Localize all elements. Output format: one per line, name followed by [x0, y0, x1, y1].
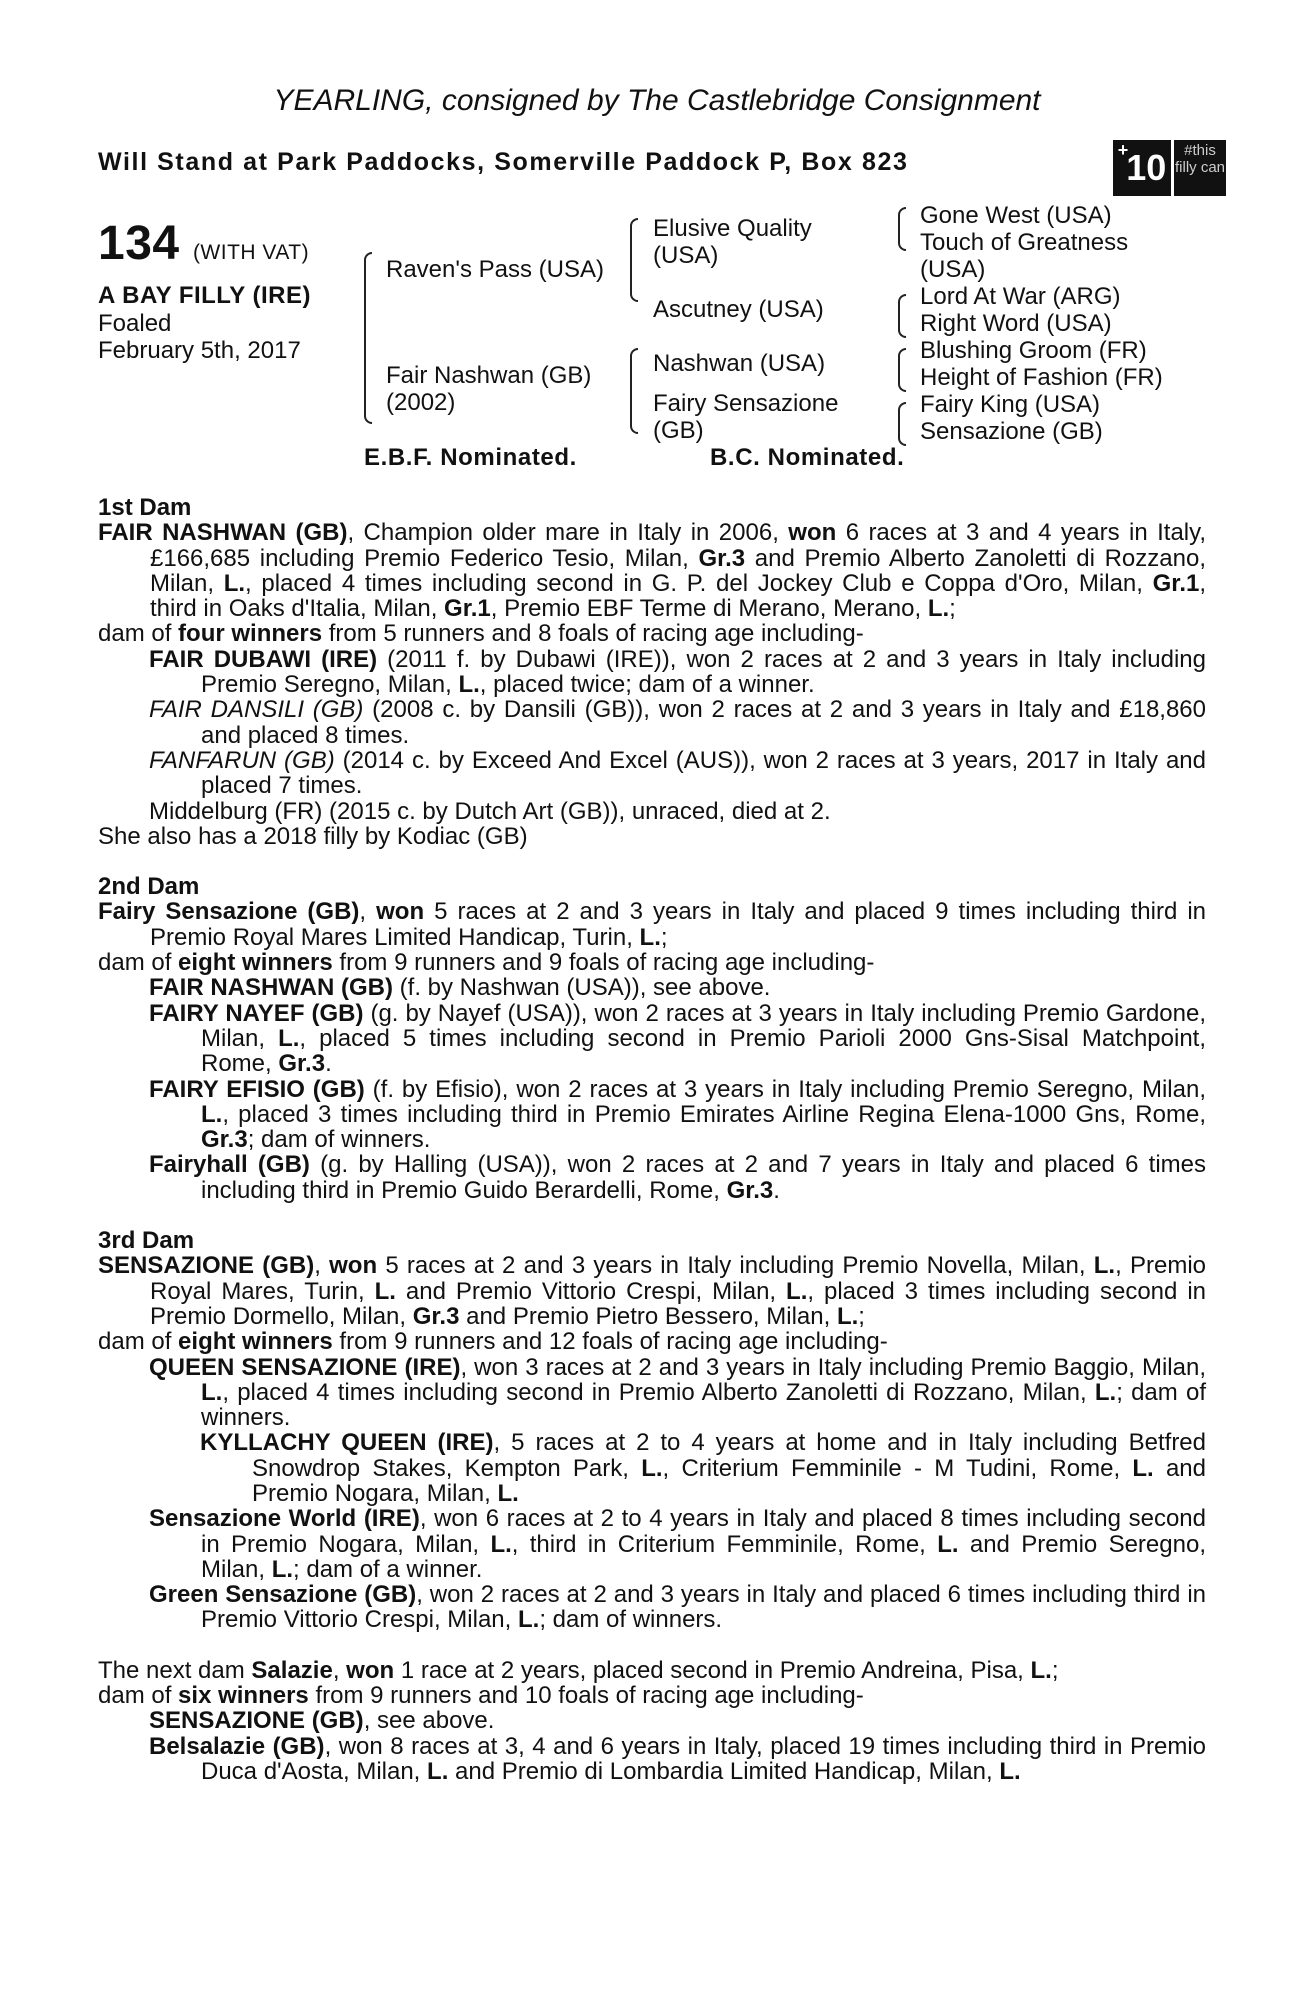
second-dam-paragraph: Fairy Sensazione (GB), won 5 races at 2 and 3 years in Italy and placed 9 times including third in Premio Royal Mares Limited Handicap, Turin, L.;: [98, 898, 1206, 951]
dam1-produce-summary: dam of four winners from 5 runners and 8 foals of racing age including-: [98, 620, 864, 648]
pedigree-g2: Touch of Greatness: [920, 229, 1129, 256]
pedigree-dam-sire: Nashwan (USA): [653, 350, 826, 377]
pedigree-g5: Blushing Groom (FR): [920, 337, 1147, 364]
dam3-produce-summary: dam of eight winners from 9 runners and 12 foals of racing age including-: [98, 1328, 888, 1356]
brace-g78: [898, 402, 906, 446]
next-dam-paragraph: The next dam Salazie, won 1 race at 2 years, placed second in Premio Andreina, Pisa, L.;: [98, 1656, 1059, 1684]
dam1-name: FAIR NASHWAN (GB): [98, 519, 348, 547]
brace-sire-dam: [364, 252, 372, 424]
pedigree-dam-dam: Fairy Sensazione: [653, 390, 839, 417]
dam1-also-note: She also has a 2018 filly by Kodiac (GB): [98, 822, 528, 850]
pedigree-g1: Gone West (USA): [920, 202, 1112, 229]
dam1-progeny-4: Middelburg (FR) (2015 c. by Dutch Art (GB)), unraced, died at 2.: [149, 797, 831, 825]
brace-g56: [898, 348, 906, 392]
dam1-progeny-2: FAIR DANSILI (GB) (2008 c. by Dansili (GB)), won 2 races at 2 and 3 years in Italy and £18,860 and placed 8 times.: [149, 696, 1206, 749]
pedigree-sire: Raven's Pass (USA): [386, 256, 604, 283]
lot-number-value: 134: [98, 217, 180, 270]
pedigree-sire-sire: Elusive Quality: [653, 215, 812, 242]
third-dam-paragraph: SENSAZIONE (GB), won 5 races at 2 and 3 years in Italy including Premio Novella, Milan, L., Premio Royal Mares, Turin, L. and Premio Vittorio Crespi, Milan, L., placed 3 times including second in Premio Dormello, Milan, Gr.3 and Premio Pietro Bessero, Milan, L.;: [98, 1252, 1207, 1330]
bc-nominated: B.C. Nominated.: [710, 444, 905, 471]
catalogue-body: [98, 495, 1206, 1784]
dam3-progeny-3: Green Sensazione (GB), won 2 races at 2 and 3 years in Italy and placed 6 times including third in Premio Vittorio Crespi, Milan, L.; dam of winners.: [149, 1581, 1206, 1634]
dam2-progeny-3: FAIRY EFISIO (GB) (f. by Efisio), won 2 races at 3 years in Italy including Premio Seregno, Milan, L., placed 3 times including third in Premio Emirates Airline Regina Elena-1000 Gns, Rome, Gr.3; dam of winners.: [149, 1075, 1206, 1154]
page-title: YEARLING, consigned by The Castlebridge Consignment: [273, 84, 1041, 117]
pedigree-g8: Sensazione (GB): [920, 418, 1103, 445]
dam4-progeny-2: Belsalazie (GB), won 8 races at 3, 4 and 6 years in Italy, placed 19 times including third in Premio Duca d'Aosta, Milan, L. and Premio di Lombardia Limited Handicap, Milan, L.: [149, 1732, 1207, 1785]
pedigree-g7: Fairy King (USA): [920, 391, 1101, 418]
vat-note: (WITH VAT): [192, 241, 310, 264]
third-dam-heading: 3rd Dam: [98, 1227, 195, 1255]
pedigree-g3: Lord At War (ARG): [920, 283, 1121, 310]
pedigree-dam: Fair Nashwan (GB): [386, 362, 592, 389]
dam3-progeny-2: Sensazione World (IRE), won 6 races at 2 to 4 years in Italy and placed 8 times including second in Premio Nogara, Milan, L., third in Criterium Femminile, Rome, L. and Premio Seregno, Milan, L.; dam of a winner.: [149, 1505, 1207, 1583]
brace-g12: [898, 207, 906, 251]
dam2-progeny-1: FAIR NASHWAN (GB) (f. by Nashwan (USA)), see above.: [149, 974, 771, 1002]
pedigree-g4: Right Word (USA): [920, 310, 1112, 337]
brace-dam: [630, 348, 638, 434]
plus10-logo: [1113, 140, 1171, 196]
dam1-progeny-3: FANFARUN (GB) (2014 c. by Exceed And Excel (AUS)), won 2 races at 3 years, 2017 in Italy and placed 7 times.: [149, 746, 1206, 800]
foaled-label: Foaled: [98, 310, 172, 337]
this-filly-can-logo: #this filly can: [1174, 140, 1226, 196]
first-dam-heading: 1st Dam: [98, 494, 192, 521]
horse-name: A BAY FILLY (IRE): [98, 282, 311, 309]
stand-location: Will Stand at Park Paddocks, Somerville Paddock P, Box 823: [98, 148, 909, 176]
dam2-progeny-2: FAIRY NAYEF (GB) (g. by Nayef (USA)), won 2 races at 3 years in Italy including Premio Gardone, Milan, L., placed 5 times including second in Premio Parioli 2000 Gns-Sisal Matchpoint, Rome, Gr.3.: [149, 999, 1206, 1078]
pedigree-g2b: (USA): [920, 256, 986, 283]
first-dam-paragraph: FAIR NASHWAN (GB), Champion older mare in Italy in 2006, won 6 races at 3 and 4 years in Italy, £166,685 including Premio Federico Tesio, Milan, Gr.3 and Premio Alberto Zanoletti di Rozzano, Milan, L., placed 4 times including second in G. P. del Jockey Club e Coppa d'Oro, Milan, Gr.1, third in Oaks d'Italia, Milan, Gr.1, Premio EBF Terme di Merano, Merano, L.;: [98, 519, 1207, 623]
dam3-progeny-1: QUEEN SENSAZIONE (IRE), won 3 races at 2 and 3 years in Italy including Premio Baggio, Milan, L., placed 4 times including second in Premio Alberto Zanoletti di Rozzano, Milan, L.; dam of winners.: [149, 1353, 1206, 1432]
second-dam-heading: 2nd Dam: [98, 873, 200, 901]
pedigree-g6: Height of Fashion (FR): [920, 364, 1163, 391]
plus10-logo-plus: +: [1117, 140, 1129, 160]
pedigree-sire-dam: Ascutney (USA): [653, 296, 824, 323]
brace-g34: [898, 294, 906, 338]
plus10-logo-text: 10: [1126, 147, 1167, 188]
pedigree-sire-sire-2: (USA): [653, 242, 719, 269]
foaled-date: February 5th, 2017: [98, 337, 301, 364]
brace-sire: [630, 218, 638, 302]
pedigree-dam-year: (2002): [386, 389, 456, 416]
dam2-produce-summary: dam of eight winners from 9 runners and 9 foals of racing age including-: [98, 949, 875, 977]
dam1-progeny-1: FAIR DUBAWI (IRE) (2011 f. by Dubawi (IRE)), won 2 races at 2 and 3 years in Italy including Premio Seregno, Milan, L., placed twice; dam of a winner.: [149, 645, 1206, 699]
lot-number: [98, 216, 309, 271]
pedigree-dam-dam-2: (GB): [653, 417, 704, 444]
ebf-nominated: E.B.F. Nominated.: [364, 444, 577, 471]
dam3-grand-progeny-1: KYLLACHY QUEEN (IRE), 5 races at 2 to 4 years at home and in Italy including Betfred Snowdrop Stakes, Kempton Park, L., Criterium Femminile - M Tudini, Rome, L. and Premio Nogara, Milan, L.: [200, 1429, 1206, 1507]
dam4-produce-summary: dam of six winners from 9 runners and 10 foals of racing age including-: [98, 1682, 864, 1710]
dam4-progeny-1: SENSAZIONE (GB), see above.: [149, 1707, 495, 1735]
dam2-progeny-4: Fairyhall (GB) (g. by Halling (USA)), won 2 races at 2 and 7 years in Italy and placed 6 times including third in Premio Guido Berardelli, Rome, Gr.3.: [149, 1151, 1206, 1204]
